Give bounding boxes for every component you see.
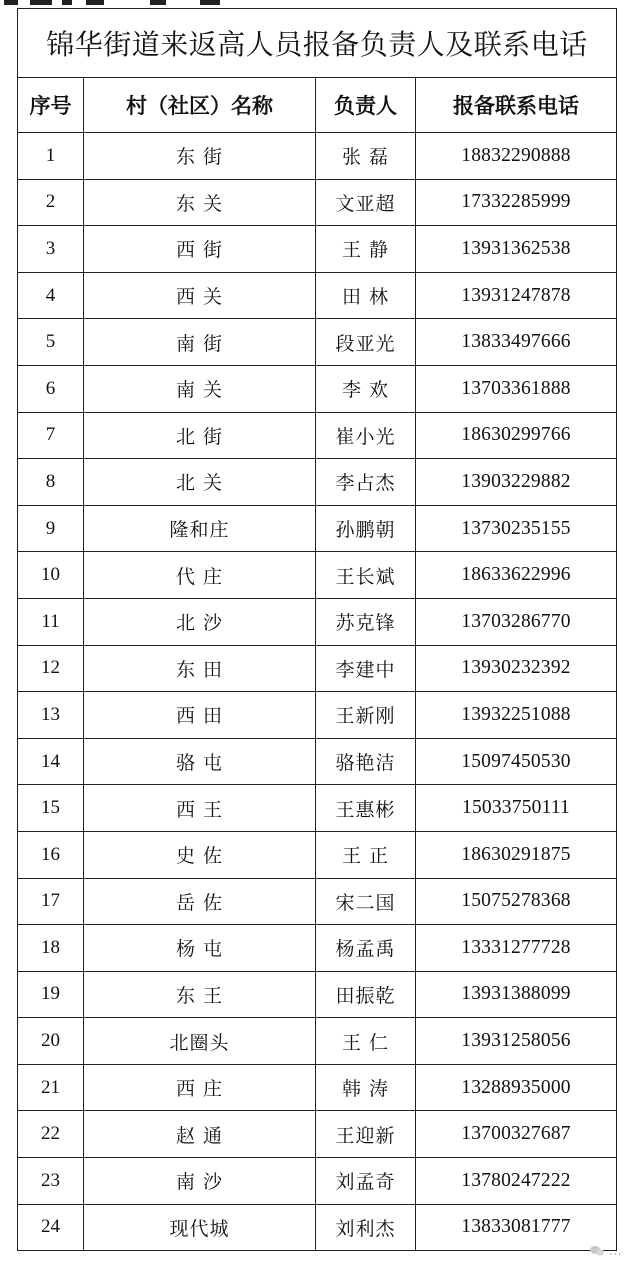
table-row bbox=[18, 692, 617, 739]
cell-community-name: 南 街 bbox=[84, 319, 316, 366]
cell-community-name: 西 关 bbox=[84, 272, 316, 319]
cell-person: 宋二国 bbox=[316, 878, 416, 925]
cell-phone: 18630299766 bbox=[416, 412, 617, 459]
table-row bbox=[18, 831, 617, 878]
cell-community-name: 西 王 bbox=[84, 785, 316, 832]
table-row bbox=[18, 645, 617, 692]
cell-phone: 15075278368 bbox=[416, 878, 617, 925]
cell-community-name: 北 街 bbox=[84, 412, 316, 459]
cell-person: 李 欢 bbox=[316, 365, 416, 412]
cell-phone: 15033750111 bbox=[416, 785, 617, 832]
cell-serial: 1 bbox=[18, 133, 84, 180]
cell-phone: 13903229882 bbox=[416, 459, 617, 506]
cell-phone: 18630291875 bbox=[416, 831, 617, 878]
watermark bbox=[589, 1243, 622, 1259]
cell-community-name: 岳 佐 bbox=[84, 878, 316, 925]
cell-community-name: 杨 屯 bbox=[84, 925, 316, 972]
cell-community-name: 骆 屯 bbox=[84, 738, 316, 785]
table-row bbox=[18, 505, 617, 552]
cell-person: 王迎新 bbox=[316, 1111, 416, 1158]
column-header-person: 负责人 bbox=[316, 78, 416, 133]
cell-serial: 8 bbox=[18, 459, 84, 506]
cell-serial: 18 bbox=[18, 925, 84, 972]
cell-person: 王惠彬 bbox=[316, 785, 416, 832]
cell-community-name: 东 田 bbox=[84, 645, 316, 692]
cell-phone: 13931247878 bbox=[416, 272, 617, 319]
cell-phone: 13703286770 bbox=[416, 598, 617, 645]
cell-community-name: 东 王 bbox=[84, 971, 316, 1018]
cell-person: 李占杰 bbox=[316, 459, 416, 506]
table-row bbox=[18, 785, 617, 832]
cell-community-name: 东 关 bbox=[84, 179, 316, 226]
table-row bbox=[18, 459, 617, 506]
cell-person: 李建中 bbox=[316, 645, 416, 692]
cell-phone: 18633622996 bbox=[416, 552, 617, 599]
cell-person: 王 仁 bbox=[316, 1018, 416, 1065]
cell-community-name: 北 沙 bbox=[84, 598, 316, 645]
cell-phone: 13331277728 bbox=[416, 925, 617, 972]
cell-community-name: 北 关 bbox=[84, 459, 316, 506]
cell-person: 王新刚 bbox=[316, 692, 416, 739]
cell-phone: 13931258056 bbox=[416, 1018, 617, 1065]
cell-serial: 12 bbox=[18, 645, 84, 692]
column-header-community: 村（社区）名称 bbox=[84, 78, 316, 133]
cell-serial: 9 bbox=[18, 505, 84, 552]
table-row bbox=[18, 133, 617, 180]
cell-person: 田振乾 bbox=[316, 971, 416, 1018]
cell-person: 张 磊 bbox=[316, 133, 416, 180]
cell-phone: 13833081777 bbox=[416, 1204, 617, 1251]
cell-person: 崔小光 bbox=[316, 412, 416, 459]
cell-phone: 15097450530 bbox=[416, 738, 617, 785]
cell-community-name: 南 沙 bbox=[84, 1158, 316, 1205]
table-row bbox=[18, 179, 617, 226]
table-row bbox=[18, 878, 617, 925]
cell-community-name: 现代城 bbox=[84, 1204, 316, 1251]
table-row bbox=[18, 1204, 617, 1251]
cell-community-name: 史 佐 bbox=[84, 831, 316, 878]
table-row bbox=[18, 598, 617, 645]
cell-community-name: 西 田 bbox=[84, 692, 316, 739]
wechat-icon bbox=[589, 1245, 605, 1257]
cell-person: 王长斌 bbox=[316, 552, 416, 599]
cell-serial: 24 bbox=[18, 1204, 84, 1251]
cell-phone: 18832290888 bbox=[416, 133, 617, 180]
table-row bbox=[18, 1064, 617, 1111]
cell-serial: 15 bbox=[18, 785, 84, 832]
cell-person: 苏克锋 bbox=[316, 598, 416, 645]
cell-phone: 13931388099 bbox=[416, 971, 617, 1018]
cell-serial: 3 bbox=[18, 226, 84, 273]
cell-community-name: 赵 通 bbox=[84, 1111, 316, 1158]
cell-person: 刘利杰 bbox=[316, 1204, 416, 1251]
cell-community-name: 东 街 bbox=[84, 133, 316, 180]
cell-person: 王 正 bbox=[316, 831, 416, 878]
cell-serial: 5 bbox=[18, 319, 84, 366]
cell-person: 韩 涛 bbox=[316, 1064, 416, 1111]
table-row bbox=[18, 1158, 617, 1205]
cropped-top-text bbox=[0, 0, 636, 6]
table-row bbox=[18, 412, 617, 459]
table-row bbox=[18, 365, 617, 412]
cell-serial: 14 bbox=[18, 738, 84, 785]
cell-person: 文亚超 bbox=[316, 179, 416, 226]
cell-person: 刘孟奇 bbox=[316, 1158, 416, 1205]
cell-serial: 19 bbox=[18, 971, 84, 1018]
cell-serial: 20 bbox=[18, 1018, 84, 1065]
cell-phone: 13780247222 bbox=[416, 1158, 617, 1205]
cell-serial: 22 bbox=[18, 1111, 84, 1158]
table-title: 锦华街道来返高人员报备负责人及联系电话 bbox=[18, 9, 617, 78]
cell-person: 骆艳洁 bbox=[316, 738, 416, 785]
table-row bbox=[18, 925, 617, 972]
cell-phone: 13730235155 bbox=[416, 505, 617, 552]
cell-serial: 17 bbox=[18, 878, 84, 925]
cell-community-name: 西 街 bbox=[84, 226, 316, 273]
table-row bbox=[18, 552, 617, 599]
cell-serial: 13 bbox=[18, 692, 84, 739]
cell-person: 田 林 bbox=[316, 272, 416, 319]
watermark-text: ... bbox=[608, 1243, 622, 1259]
cell-phone: 13703361888 bbox=[416, 365, 617, 412]
table-row bbox=[18, 1018, 617, 1065]
cell-phone: 13931362538 bbox=[416, 226, 617, 273]
cell-community-name: 南 关 bbox=[84, 365, 316, 412]
contact-table bbox=[17, 8, 617, 1251]
column-header-phone: 报备联系电话 bbox=[416, 78, 617, 133]
cell-phone: 13932251088 bbox=[416, 692, 617, 739]
cell-serial: 6 bbox=[18, 365, 84, 412]
cell-community-name: 代 庄 bbox=[84, 552, 316, 599]
cell-phone: 17332285999 bbox=[416, 179, 617, 226]
cell-serial: 21 bbox=[18, 1064, 84, 1111]
cell-serial: 7 bbox=[18, 412, 84, 459]
table-row bbox=[18, 1111, 617, 1158]
header-row bbox=[18, 78, 617, 133]
cell-serial: 4 bbox=[18, 272, 84, 319]
cell-community-name: 北圈头 bbox=[84, 1018, 316, 1065]
cell-serial: 16 bbox=[18, 831, 84, 878]
table-row bbox=[18, 319, 617, 366]
cell-community-name: 隆和庄 bbox=[84, 505, 316, 552]
cell-phone: 13288935000 bbox=[416, 1064, 617, 1111]
table-row bbox=[18, 971, 617, 1018]
cell-phone: 13930232392 bbox=[416, 645, 617, 692]
cell-person: 杨孟禹 bbox=[316, 925, 416, 972]
cell-phone: 13833497666 bbox=[416, 319, 617, 366]
cell-serial: 11 bbox=[18, 598, 84, 645]
cell-serial: 2 bbox=[18, 179, 84, 226]
table-row bbox=[18, 226, 617, 273]
cell-serial: 23 bbox=[18, 1158, 84, 1205]
cell-person: 孙鹏朝 bbox=[316, 505, 416, 552]
cell-person: 段亚光 bbox=[316, 319, 416, 366]
cell-serial: 10 bbox=[18, 552, 84, 599]
cell-community-name: 西 庄 bbox=[84, 1064, 316, 1111]
table-row bbox=[18, 272, 617, 319]
cell-phone: 13700327687 bbox=[416, 1111, 617, 1158]
column-header-serial: 序号 bbox=[18, 78, 84, 133]
table-row bbox=[18, 738, 617, 785]
cell-person: 王 静 bbox=[316, 226, 416, 273]
